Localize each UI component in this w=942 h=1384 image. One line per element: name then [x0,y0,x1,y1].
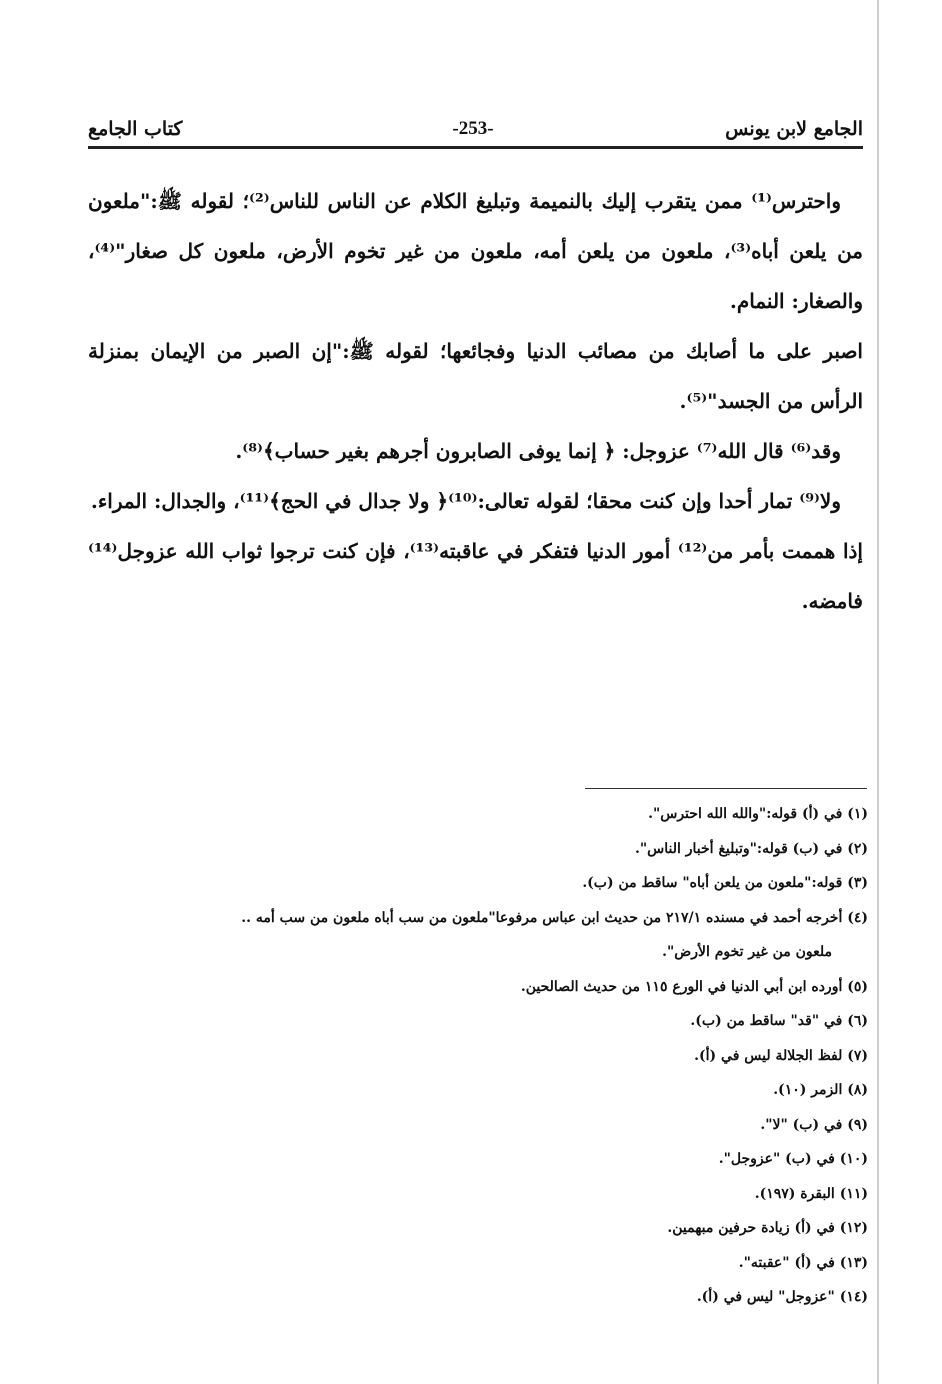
header-chapter-title: كتاب الجامع [88,118,183,140]
paragraph: ولا⁽⁹⁾ تمار أحدا وإن كنت محقا؛ لقوله تعالى:⁽¹⁰⁾﴿ ولا جدال في الحج﴾⁽¹¹⁾، والجدال: المراء. [90,489,841,513]
footnote: (١٣) في (أ) "عقبته". [738,1254,868,1271]
paragraph: واحترس⁽¹⁾ ممن يتقرب إليك بالنميمة وتبليغ الكلام عن الناس للناس⁽²⁾؛ لقوله ﷺ:"ملعون من يلعن أباه⁽³⁾، ملعون من يلعن أمه، ملعون من غير تخوم الأرض، ملعون كل صغار"⁽⁴⁾، والصغار: النمام. [88,189,864,313]
footnote: (٥) أورده ابن أبي الدنيا في الورع ١١٥ من حديث الصالحين. [520,978,868,995]
running-header [88,112,863,144]
page-edge-line [877,0,879,1384]
footnote: (١٢) في (أ) زيادة حرفين مبهمين. [667,1220,868,1236]
footnote: (٤) أخرجه أحمد في مسنده ٢١٧/١ من حديث ابن عباس مرفوعا"ملعون من سب أباه ملعون من سب أمه .. [241,909,868,926]
footnotes [100,797,868,1315]
footnote: (١٠) في (ب) "عزوجل". [718,1151,868,1167]
footnote-separator [585,788,867,789]
header-rule [88,146,863,149]
footnote: (٦) في "قد" ساقط من (ب). [690,1013,868,1029]
footnote: (٧) لفظ الجلالة ليس في (أ). [694,1047,868,1064]
paragraph: إذا هممت بأمر من⁽¹²⁾ أمور الدنيا فتفكر في عاقبته⁽¹³⁾، فإن كنت ترجوا ثواب الله عزوجل⁽¹⁴⁾ فامضه. [88,539,863,613]
footnote: (٨) الزمر (١٠). [773,1082,868,1098]
footnote: (٣) قوله:"ملعون من يلعن أباه" ساقط من (ب). [582,875,868,891]
footnote: (٢) في (ب) قوله:"وتبليغ أخبار الناس". [635,840,868,857]
paragraph: وقد⁽⁶⁾ قال الله⁽⁷⁾ عزوجل: ﴿ إنما يوفى الصابرون أجرهم بغير حساب﴾⁽⁸⁾. [235,439,841,463]
paragraph: اصبر على ما أصابك من مصائب الدنيا وفجائعها؛ لقوله ﷺ:"إن الصبر من الإيمان بمنزلة الرأس من الجسد"⁽⁵⁾. [88,339,863,413]
footnote: (١٤) "عزوجل" ليس في (أ). [696,1289,868,1305]
footnote: (١) في (أ) قوله:"والله الله احترس". [648,806,868,822]
main-text [88,176,863,626]
footnote: (٩) في (ب) "لا". [760,1116,868,1133]
header-book-title: الجامع لابن يونس [725,118,863,140]
footnote-continuation: ملعون من غير تخوم الأرض". [662,944,832,960]
footnote: (١١) البقرة (١٩٧). [754,1185,868,1202]
page-number: -253- [452,118,494,139]
